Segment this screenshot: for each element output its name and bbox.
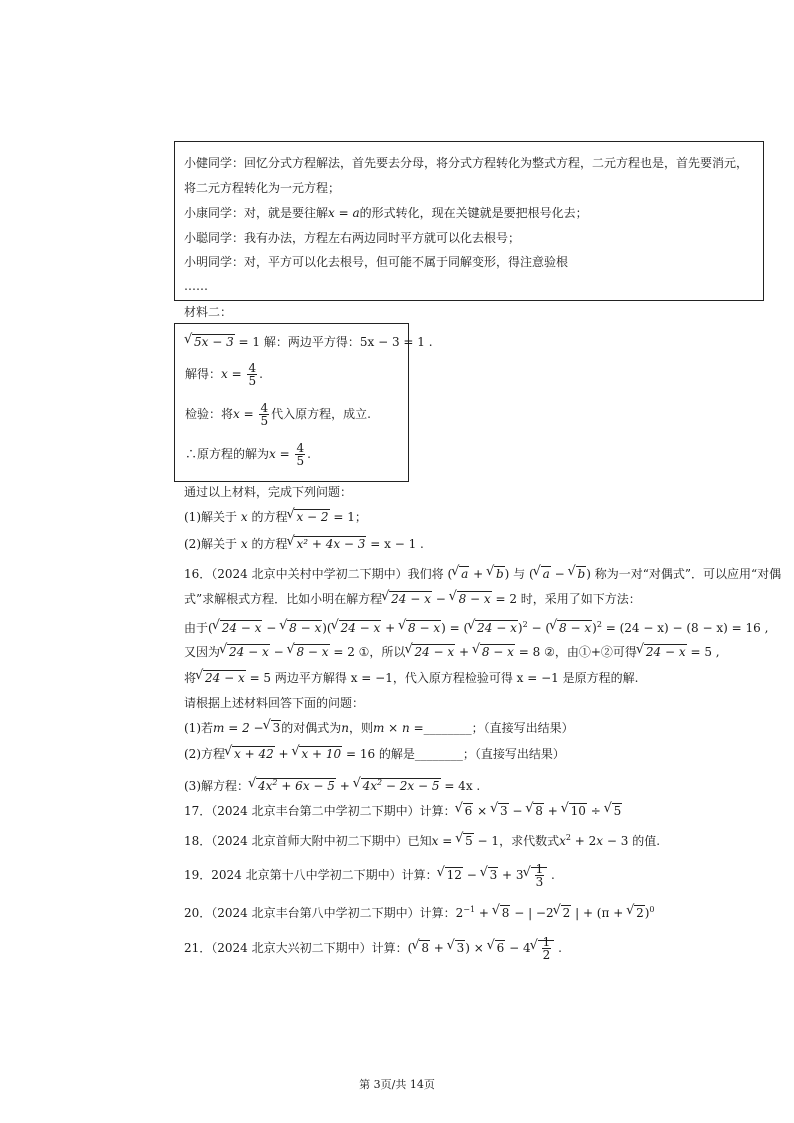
dialogue-line: 小康同学：对，就是要往解x = a的形式转化，现在关键就是要把根号化去； [184, 206, 588, 220]
dialogue-box [174, 141, 764, 301]
problem-20: 20．（2024 北京丰台第八中学初二下期中）计算：$2^{-1}$ + √ 8 − | −2√ 2 | + (π + √ 2)$^0$ [184, 902, 654, 921]
example-box [174, 323, 433, 482]
intro-text: 通过以上材料，完成下列问题： [184, 485, 353, 499]
problem-16-line: 式”求解根式方程．比如小明在解方程√ 24 − x − √ 8 − x = 2 时，采用了如下方法： [184, 591, 641, 607]
problem-16-line: 由于(√ 24 − x − √ 8 − x)(√ 24 − x + √ 8 − x) = (√ 24 − x)$^2$ − (√ 8 − x)$^2$ = (24 − x) − (8 − x) = 16 , [184, 617, 768, 636]
question-2: (2)解关于 x 的方程√ x² + 4x − 3 = x − 1 . [184, 536, 424, 552]
dialogue-line: 小健同学：回忆分式方程解法，首先要去分母，将分式方程转化为整式方程，二元方程也是，首先要消元， [184, 156, 749, 170]
problem-18: 18．（2024 北京首师大附中初二下期中）已知x = √ 5 − 1，求代数式$x^2 + 2x - 3$ 的值. [184, 830, 660, 849]
question-1: (1)解关于 x 的方程√ x − 2 = 1； [184, 509, 367, 525]
problem-17: 17．（2024 北京丰台第二中学初二下期中）计算：√ 6 × √ 3 − √ 8 + √ 10 ÷ √ 5 [184, 803, 622, 819]
problem-16-line: 16．（2024 北京中关村中学初二下期中）我们将 (√ a + √ b) 与 (√ a − √ b) 称为一对“对偶式”．可以应用“对偶 [184, 566, 781, 582]
material-label: 材料二： [184, 305, 233, 319]
dialogue-line: 小明同学：对，平方可以化去根号，但可能不属于同解变形，得注意验根 [184, 255, 569, 269]
problem-19: 19．2024 北京第十八中学初二下期中）计算：√ 12 − √ 3 + 3 √ $\frac{1}{3}$ . [184, 863, 555, 888]
dialogue-line: 小聪同学：我有办法，方程左右两边同时平方就可以化去根号； [184, 231, 521, 245]
problem-16-sub-1: (1)若m = 2 −√ 3的对偶式为n，则m × n =________；（直接写出结果） [184, 720, 574, 736]
problem-16-line: 将√ 24 − x = 5 两边平方解得 x = −1，代入原方程检验可得 x = −1 是原方程的解. [184, 670, 638, 686]
example-equation: √ 5x − 3 = 1 解：两边平方得：5x − 3 = 1 . [185, 334, 433, 350]
dialogue-line: …… [184, 279, 208, 293]
problem-16-sub-3: (3)解方程：√ $4x^2 + 6x - 5$ + √ $4x^2 - 2x - 5 = 4x$ . [184, 775, 480, 794]
problem-16-line: 请根据上述材料回答下面的问题： [184, 696, 365, 710]
problem-16-line: 又因为√ 24 − x − √ 8 − x = 2 ①，所以√ 24 − x + √ 8 − x = 8 ②，由①+②可得√ 24 − x = 5 , [184, 644, 720, 660]
problem-16-sub-2: (2)方程√ x + 42 + √ x + 10 = 16 的解是________；（直接写出结果） [184, 746, 565, 762]
dialogue-line: 将二元方程转化为一元方程； [184, 181, 341, 195]
problem-21: 21．（2024 北京大兴初二下期中）计算：(√ 8 + √ 3) × √ 6 − 4 √ $\frac{1}{2}$ . [184, 936, 562, 961]
example-conclusion: ∴原方程的解为x = $\frac{4}{5}$ . [185, 441, 311, 468]
example-solution: 解得：x = $\frac{4}{5}$ . [185, 361, 263, 388]
example-check: 检验：将x = $\frac{4}{5}$ 代入原方程，成立. [185, 401, 371, 428]
page-footer: 第 3页/共 14页 [359, 1078, 435, 1091]
